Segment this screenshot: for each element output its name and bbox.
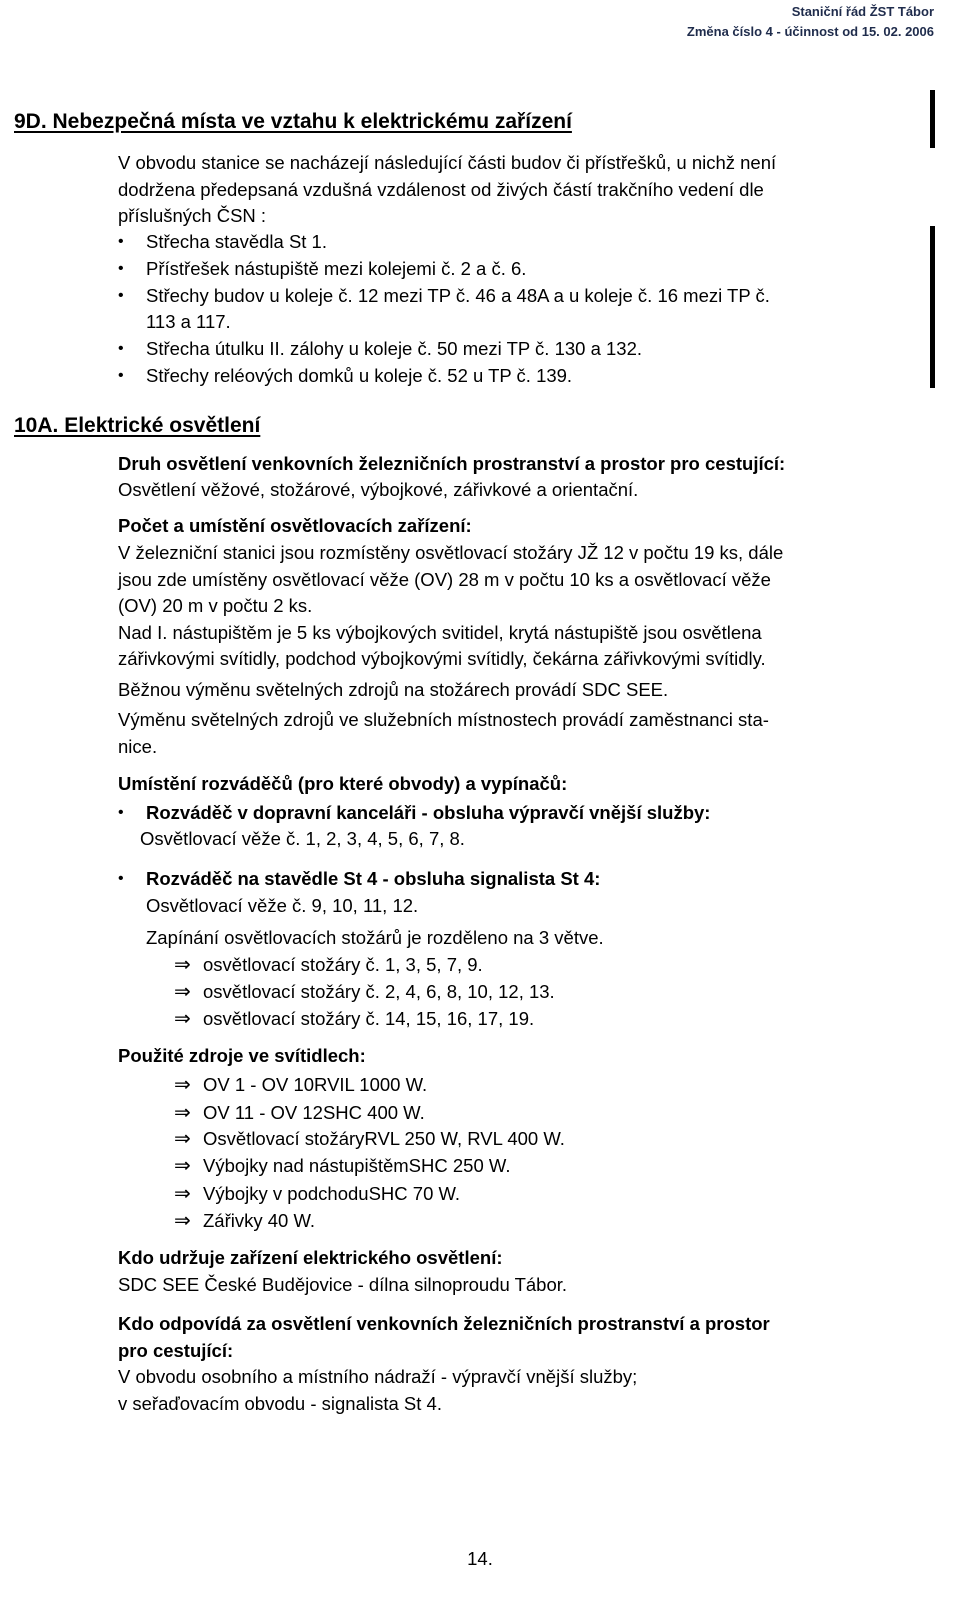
vetev-item: osvětlovací stožáry č. 14, 15, 16, 17, 19.	[203, 1008, 535, 1029]
section-10a-title: 10A. Elektrické osvětlení	[14, 414, 261, 437]
intro-line: příslušných ČSN :	[118, 205, 267, 226]
pocet-line: (OV) 20 m v počtu 2 ks.	[118, 595, 313, 616]
list-item: Přístřešek nástupiště mezi kolejemi č. 2 a č. 6.	[146, 258, 527, 279]
pocet-line: zářivkovými svítidly, podchod výbojkovými svítidly, čekárna zářivkovými svítidly.	[118, 648, 766, 669]
rozvadec-2-text: Osvětlovací věže č. 9, 10, 11, 12.	[146, 895, 419, 916]
zdroj-item: Výbojky nad nástupištěmSHC 250 W.	[203, 1155, 511, 1176]
arrow-right-icon: ⇒	[174, 1128, 191, 1150]
umisteni-heading: Umístění rozváděčů (pro které obvody) a vypínačů:	[118, 773, 568, 794]
arrow-right-icon: ⇒	[174, 954, 191, 976]
intro-line: dodržena předepsaná vzdušná vzdálenost od živých částí trakčního vedení dle	[118, 178, 764, 200]
zdroj-item: OV 11 - OV 12SHC 400 W.	[203, 1102, 425, 1123]
druh-heading: Druh osvětlení venkovních železničních prostranství a prostor pro cestující:	[118, 453, 786, 474]
arrow-right-icon: ⇒	[174, 1210, 191, 1232]
page-number: 14.	[467, 1548, 493, 1569]
odpovida-line: V obvodu osobního a místního nádraží - výpravčí vnější služby;	[118, 1366, 638, 1387]
rozvadec-1-heading: Rozváděč v dopravní kanceláři - obsluha výpravčí vnější služby:	[146, 802, 711, 823]
vymena-text	[118, 707, 926, 760]
odpovida-heading	[118, 1311, 926, 1364]
udrzuje-heading: Kdo udržuje zařízení elektrického osvětlení:	[118, 1247, 503, 1268]
bullet-icon: •	[118, 233, 124, 250]
bullet-icon: •	[118, 367, 124, 384]
pocet-line: jsou zde umístěny osvětlovací věže (OV) 28 m v počtu 10 ks a osvětlovací věže	[118, 568, 771, 590]
rozvadec-2-heading	[146, 866, 600, 893]
pocet-text	[118, 540, 926, 673]
zapinani-text: Zapínání osvětlovacích stožárů je rozděleno na 3 větve.	[146, 927, 604, 948]
pocet-line: V železniční stanici jsou rozmístěny osvětlovací stožáry JŽ 12 v počtu 19 ks, dále	[118, 542, 784, 563]
bullet-icon: •	[118, 870, 124, 887]
rozvadec-1-text: Osvětlovací věže č. 1, 2, 3, 4, 5, 6, 7, 8.	[140, 828, 465, 849]
bullet-icon: •	[118, 287, 124, 304]
druh-text: Osvětlení věžové, stožárové, výbojkové, zářivkové a orientační.	[118, 479, 639, 500]
rozvadec-2-heading-text: Rozváděč na stavědle St 4 - obsluha signalista St 4:	[146, 868, 601, 889]
list-item-continuation: 113 a 117.	[146, 311, 231, 332]
odpovida-heading-line: Kdo odpovídá za osvětlení venkovních železničních prostranství a prostor	[118, 1313, 770, 1334]
vetev-item: osvětlovací stožáry č. 2, 4, 6, 8, 10, 12, 13.	[203, 981, 555, 1002]
zdroje-heading: Použité zdroje ve svítidlech:	[118, 1045, 366, 1066]
arrow-right-icon: ⇒	[174, 1074, 191, 1096]
zdroj-item: Zářivky 40 W.	[203, 1210, 316, 1231]
vymena-line: nice.	[118, 735, 158, 757]
list-item: Střecha útulku II. zálohy u koleje č. 50 mezi TP č. 130 a 132.	[146, 338, 643, 359]
zdroj-item: Výbojky v podchoduSHC 70 W.	[203, 1183, 461, 1204]
udrzuje-text: SDC SEE České Budějovice - dílna silnoproudu Tábor.	[118, 1274, 568, 1295]
list-item: Střechy reléových domků u koleje č. 52 u TP č. 139.	[146, 365, 573, 386]
arrow-right-icon: ⇒	[174, 1183, 191, 1205]
vetev-item: osvětlovací stožáry č. 1, 3, 5, 7, 9.	[203, 954, 483, 975]
header-title: Staniční řád ŽST Tábor	[791, 4, 934, 19]
odpovida-text	[118, 1364, 926, 1417]
header-revision: Změna číslo 4 - účinnost od 15. 02. 2006	[686, 24, 934, 39]
bullet-icon: •	[118, 260, 124, 277]
zdroj-item: OV 1 - OV 10RVIL 1000 W.	[203, 1074, 428, 1095]
odpovida-heading-line: pro cestující:	[118, 1339, 234, 1361]
bullet-icon: •	[118, 340, 124, 357]
vymena-line: Výměnu světelných zdrojů ve služebních místnostech provádí zaměstnanci sta-	[118, 709, 769, 730]
section-9d-title: 9D. Nebezpečná místa ve vztahu k elektrickému zařízení	[14, 110, 572, 133]
intro-line: V obvodu stanice se nacházejí následující části budov či přístřešků, u nichž není	[118, 152, 777, 173]
pocet-heading: Počet a umístění osvětlovacích zařízení:	[118, 515, 472, 536]
arrow-right-icon: ⇒	[174, 981, 191, 1003]
pocet-line: Nad I. nástupištěm je 5 ks výbojkových svitidel, krytá nástupiště jsou osvětlena	[118, 621, 762, 643]
arrow-right-icon: ⇒	[174, 1102, 191, 1124]
arrow-right-icon: ⇒	[174, 1155, 191, 1177]
section-9d-intro	[118, 150, 926, 230]
odpovida-line: v seřaďovacím obvodu - signalista St 4.	[118, 1392, 442, 1414]
change-bar	[930, 90, 935, 148]
list-item: Střecha stavědla St 1.	[146, 231, 327, 252]
zdroj-item: Osvětlovací stožáryRVL 250 W, RVL 400 W.	[203, 1128, 565, 1149]
arrow-right-icon: ⇒	[174, 1008, 191, 1030]
list-item: Střechy budov u koleje č. 12 mezi TP č. 46 a 48A a u koleje č. 16 mezi TP č.	[146, 285, 770, 306]
change-bar	[930, 226, 935, 388]
bezna-vymena-text: Běžnou výměnu světelných zdrojů na stožárech provádí SDC SEE.	[118, 679, 669, 700]
bullet-icon: •	[118, 804, 124, 821]
